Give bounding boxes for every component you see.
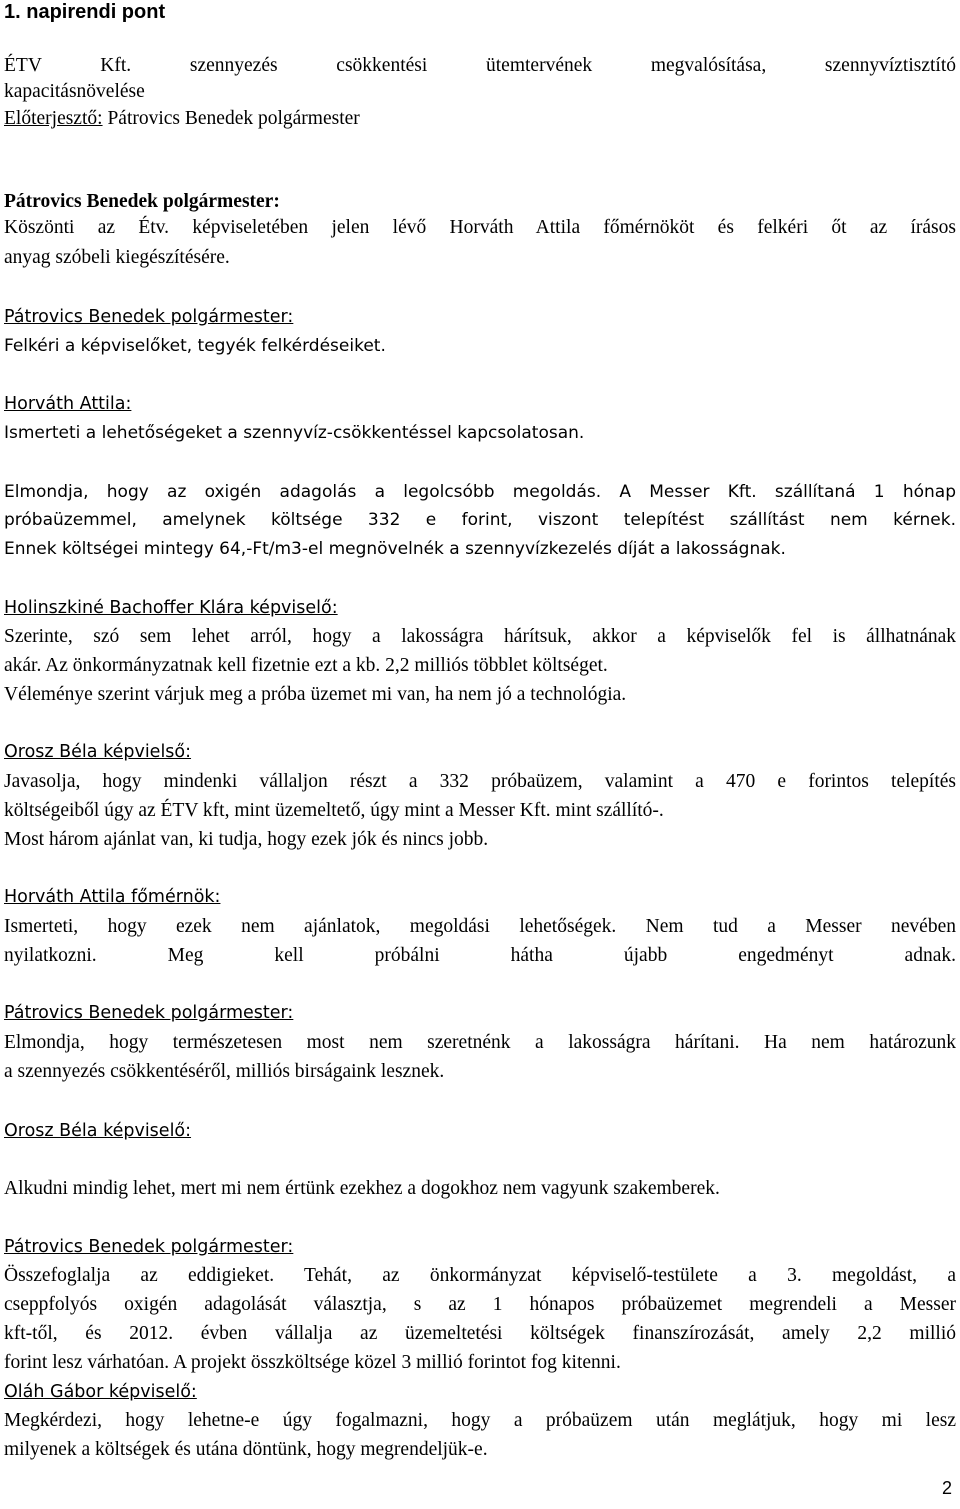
presenter-name: Pátrovics Benedek polgármester xyxy=(102,108,360,129)
paragraph-line: Felkéri a képviselőket, tegyék felkérdéseiket. xyxy=(4,336,386,356)
paragraph-line: próbaüzemmel, amelynek költsége 332 e forint, viszont telepítést szállítást nem kérnek. xyxy=(4,510,956,530)
paragraph-line: a szennyezés csökkentéséről, milliós birságaink lesznek. xyxy=(4,1061,445,1082)
presenter-label: Előterjesztő: xyxy=(4,108,103,129)
speaker-heading: Pátrovics Benedek polgármester: xyxy=(4,191,280,212)
paragraph-line: Most három ajánlat van, ki tudja, hogy ezek jók és nincs jobb. xyxy=(4,829,489,850)
paragraph-line: Véleménye szerint várjuk meg a próba üzemet mi van, ha nem jó a technológia. xyxy=(4,684,627,705)
paragraph-line: Összefoglalja az eddigieket. Tehát, az önkormányzat képviselő-testülete a 3. megoldást, a xyxy=(4,1265,956,1286)
page-number: 2 xyxy=(941,1478,952,1498)
paragraph-line: Ismerteti, hogy ezek nem ajánlatok, megoldási lehetőségek. Nem tud a Messer nevében xyxy=(4,916,956,937)
paragraph-line: Elmondja, hogy az oxigén adagolás a legolcsóbb megoldás. A Messer Kft. szállítaná 1 hónap xyxy=(4,482,956,502)
speaker-heading: Orosz Béla képviselő: xyxy=(4,1121,192,1141)
paragraph-line: Szerinte, szó sem lehet arról, hogy a lakosságra hárítsuk, akkor a képviselők fel is állhatnának xyxy=(4,626,956,647)
speaker-heading: Pátrovics Benedek polgármester: xyxy=(4,1003,294,1023)
speaker-heading: Pátrovics Benedek polgármester: xyxy=(4,307,294,327)
paragraph-line: Alkudni mindig lehet, mert mi nem értünk ezekhez a dogokhoz nem vagyunk szakemberek. xyxy=(4,1178,720,1199)
agenda-title-line2: kapacitásnövelése xyxy=(4,81,145,102)
speaker-heading: Orosz Béla képvielső: xyxy=(4,742,192,762)
paragraph-line: Ismerteti a lehetőségeket a szennyvíz-csökkentéssel kapcsolatosan. xyxy=(4,423,585,443)
paragraph-line: akár. Az önkormányzatnak kell fizetnie ezt a kb. 2,2 milliós többlet költséget. xyxy=(4,655,608,676)
paragraph-line: forint lesz várhatóan. A projekt összköltsége közel 3 millió forintot fog kitenni. xyxy=(4,1352,621,1373)
paragraph-line: kft-től, és 2012. évben vállalja az üzemeltetési költségek finanszírozását, amely 2,2 millió xyxy=(4,1323,956,1344)
paragraph-line: Elmondja, hogy természetesen most nem szeretnénk a lakosságra hárítani. Ha nem határozunk xyxy=(4,1032,956,1053)
paragraph-line: nyilatkozni. Meg kell próbálni hátha újabb engedményt adnak. xyxy=(4,945,956,966)
agenda-title-line1: ÉTV Kft. szennyezés csökkentési ütemtervének megvalósítása, szennyvíztisztító xyxy=(4,55,956,76)
paragraph-line: anyag szóbeli kiegészítésére. xyxy=(4,247,230,268)
paragraph-line: Javasolja, hogy mindenki vállaljon részt a 332 próbaüzem, valamint a 470 e forintos telepítés xyxy=(4,771,956,792)
paragraph-line: cseppfolyós oxigén adagolását választja, s az 1 hónapos próbaüzemet megrendeli a Messer xyxy=(4,1294,956,1315)
speaker-heading: Horváth Attila: xyxy=(4,394,132,414)
paragraph-line: Megkérdezi, hogy lehetne-e úgy fogalmazni, hogy a próbaüzem után meglátjuk, hogy mi lesz xyxy=(4,1410,956,1431)
speaker-heading: Holinszkiné Bachoffer Klára képviselő: xyxy=(4,598,338,618)
speaker-heading: Oláh Gábor képviselő: xyxy=(4,1382,197,1402)
speaker-heading: Horváth Attila főmérnök: xyxy=(4,887,221,907)
presenter-line xyxy=(4,107,956,131)
paragraph-line: milyenek a költségek és utána döntünk, hogy megrendeljük-e. xyxy=(4,1439,488,1460)
speaker-heading: Pátrovics Benedek polgármester: xyxy=(4,1237,294,1257)
paragraph-line: Köszönti az Étv. képviseletében jelen lévő Horváth Attila főmérnököt és felkéri őt az írásos xyxy=(4,217,956,238)
paragraph-line: költségeiből úgy az ÉTV kft, mint üzemeltető, úgy mint a Messer Kft. mint szállító-. xyxy=(4,800,664,821)
agenda-heading: 1. napirendi pont xyxy=(4,1,166,23)
paragraph-line: Ennek költségei mintegy 64,-Ft/m3-el megnövelnék a szennyvízkezelés díját a lakosságnak. xyxy=(4,539,786,559)
